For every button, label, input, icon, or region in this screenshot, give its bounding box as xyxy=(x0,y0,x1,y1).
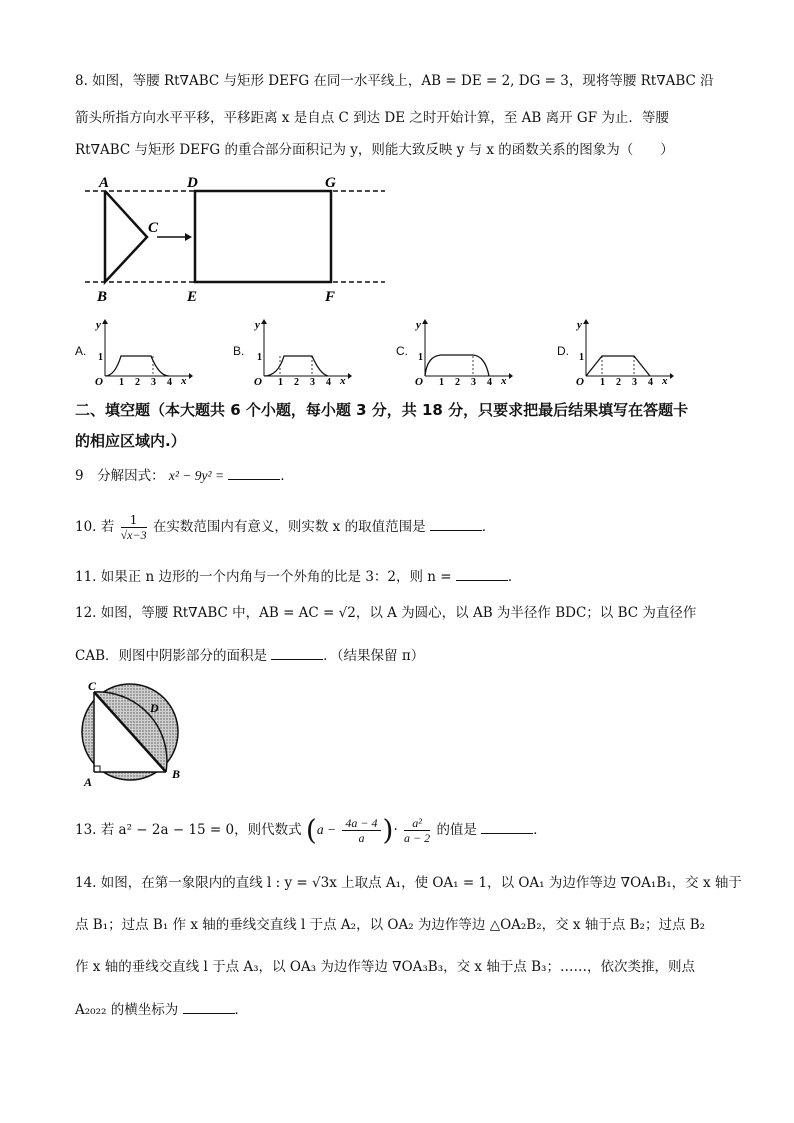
option-b-label: B. xyxy=(233,344,245,358)
q10-text: 在实数范围内有意义，则实数 x 的取值范围是 xyxy=(152,519,426,535)
label-C: C xyxy=(148,220,159,236)
q11-answer-blank[interactable] xyxy=(456,567,508,581)
q8-line1: 8. 如图，等腰 Rt∇ABC 与矩形 DEFG 在同一水平线上，AB = DE = 2, DG = 3，现将等腰 Rt∇ABC 沿 xyxy=(75,73,714,89)
q14-line2: 点 B₁；过点 B₁ 作 x 轴的垂线交直线 l 于点 A₂，以 OA₂ 为边作等边 △OA₂B₂，交 x 轴于点 B₂；过点 B₂ xyxy=(75,917,706,933)
q12-line2: CAB．则图中阴影部分的面积是 ．（结果保留 π） xyxy=(75,648,425,664)
option-a-label: A. xyxy=(75,344,87,358)
label-A: A xyxy=(99,175,110,191)
svg-text:1: 1 xyxy=(278,377,283,386)
q9-expr: x² − 9y² = xyxy=(168,468,225,483)
svg-text:B: B xyxy=(172,767,181,781)
option-c-graph xyxy=(413,318,513,386)
option-d-graph xyxy=(574,318,674,386)
q13-answer-blank[interactable] xyxy=(481,820,533,834)
svg-text:y: y xyxy=(577,319,582,331)
svg-text:O: O xyxy=(576,376,584,386)
svg-text:2: 2 xyxy=(455,377,460,386)
option-a-graph xyxy=(93,318,193,386)
section2-heading-line1: 二、填空题（本大题共 6 个小题，每小题 3 分，共 18 分，只要求把最后结果填写在答题卡 xyxy=(75,401,689,419)
svg-text:3: 3 xyxy=(310,377,315,386)
svg-text:4: 4 xyxy=(326,377,331,386)
svg-text:O: O xyxy=(254,376,262,386)
q9-prefix: 9 分解因式： xyxy=(75,468,165,484)
q9: 9 分解因式： x² − 9y² = ． xyxy=(75,468,294,484)
svg-text:C: C xyxy=(88,679,97,693)
q10-answer-blank[interactable] xyxy=(430,517,482,531)
q14-line1: 14. 如图，在第一象限内的直线 l : y = √3x 上取点 A₁，使 OA₁ = 1，以 OA₁ 为边作等边 ∇OA₁B₁，交 x 轴于 xyxy=(75,875,742,891)
svg-text:2: 2 xyxy=(616,377,621,386)
svg-text:1: 1 xyxy=(98,352,103,363)
q12-answer-blank[interactable] xyxy=(271,646,323,660)
option-b-graph xyxy=(252,318,352,386)
svg-text:y: y xyxy=(416,319,421,331)
label-E: E xyxy=(187,289,198,305)
q12-figure xyxy=(70,676,190,791)
svg-text:y: y xyxy=(96,319,101,331)
q12-line1: 12. 如图，等腰 Rt∇ABC 中，AB = AC = √2，以 A 为圆心，以 AB 为半径作 BDC；以 BC 为直径作 xyxy=(75,605,697,621)
svg-text:O: O xyxy=(415,376,423,386)
svg-text:2: 2 xyxy=(294,377,299,386)
svg-text:x: x xyxy=(501,375,507,386)
option-d-label: D. xyxy=(557,344,569,358)
svg-text:D: D xyxy=(150,701,159,715)
svg-text:1: 1 xyxy=(257,352,262,363)
q8-line2: 箭头所指方向水平平移，平移距离 x 是自点 C 到达 DE 之时开始计算，至 AB 离开 GF 为止．等腰 xyxy=(75,110,669,126)
svg-text:A: A xyxy=(84,775,93,789)
svg-text:1: 1 xyxy=(418,352,423,363)
q11: 11. 如果正 n 边形的一个内角与一个外角的比是 3：2，则 n = ． xyxy=(75,569,522,585)
svg-text:3: 3 xyxy=(632,377,637,386)
label-B: B xyxy=(97,289,108,305)
svg-text:2: 2 xyxy=(135,377,140,386)
q9-answer-blank[interactable] xyxy=(228,466,280,480)
q10-fraction: $\frac{1}{√x-3}$ xyxy=(120,513,147,542)
svg-text:x: x xyxy=(340,375,346,386)
q14-answer-blank[interactable] xyxy=(183,1000,235,1014)
label-D: D xyxy=(187,175,198,191)
q11-text: 11. 如果正 n 边形的一个内角与一个外角的比是 3：2，则 n = xyxy=(75,569,452,585)
q8-figure xyxy=(85,170,385,305)
section2-heading-line2: 的相应区域内.） xyxy=(75,432,186,450)
q13-text: 的值是 xyxy=(436,822,477,838)
svg-text:1: 1 xyxy=(600,377,605,386)
q13-prefix: 13. 若 a² − 2a − 15 = 0，则代数式 xyxy=(75,822,302,838)
svg-text:3: 3 xyxy=(471,377,476,386)
svg-text:1: 1 xyxy=(579,352,584,363)
svg-text:1: 1 xyxy=(439,377,444,386)
q10: 10. 若 $\frac{1}{√x-3}$ 在实数范围内有意义，则实数 x 的取值范围是 ． xyxy=(75,513,496,542)
triangle-abc xyxy=(105,191,147,282)
svg-text:O: O xyxy=(95,376,103,386)
rectangle-defg xyxy=(195,191,331,282)
q14-line3: 作 x 轴的垂线交直线 l 于点 A₃，以 OA₃ 为边作等边 ∇OA₃B₃，交 x 轴于点 B₃；……，依次类推，则点 xyxy=(75,959,695,975)
svg-text:y: y xyxy=(255,319,260,331)
svg-text:4: 4 xyxy=(487,377,492,386)
label-G: G xyxy=(325,175,336,191)
svg-text:4: 4 xyxy=(167,377,172,386)
svg-text:3: 3 xyxy=(151,377,156,386)
q14-line4: A₂₀₂₂ 的横坐标为 ． xyxy=(75,1002,248,1018)
q13: 13. 若 a² − 2a − 15 = 0，则代数式 (a − $\frac{4a - 4}{a}$ )· $\frac{\text{a²}}{a - 2}$ 的值是 ． xyxy=(75,813,547,847)
svg-text:x: x xyxy=(662,375,668,386)
arrow-head xyxy=(185,233,192,241)
q8-line3: Rt∇ABC 与矩形 DEFG 的重合部分面积记为 y，则能大致反映 y 与 x 的函数关系的图象为（ ） xyxy=(75,142,674,158)
svg-text:1: 1 xyxy=(119,377,124,386)
option-c-label: C. xyxy=(396,344,408,358)
q10-prefix: 10. 若 xyxy=(75,519,115,535)
label-F: F xyxy=(325,289,336,305)
svg-text:4: 4 xyxy=(648,377,653,386)
svg-text:x: x xyxy=(181,375,187,386)
